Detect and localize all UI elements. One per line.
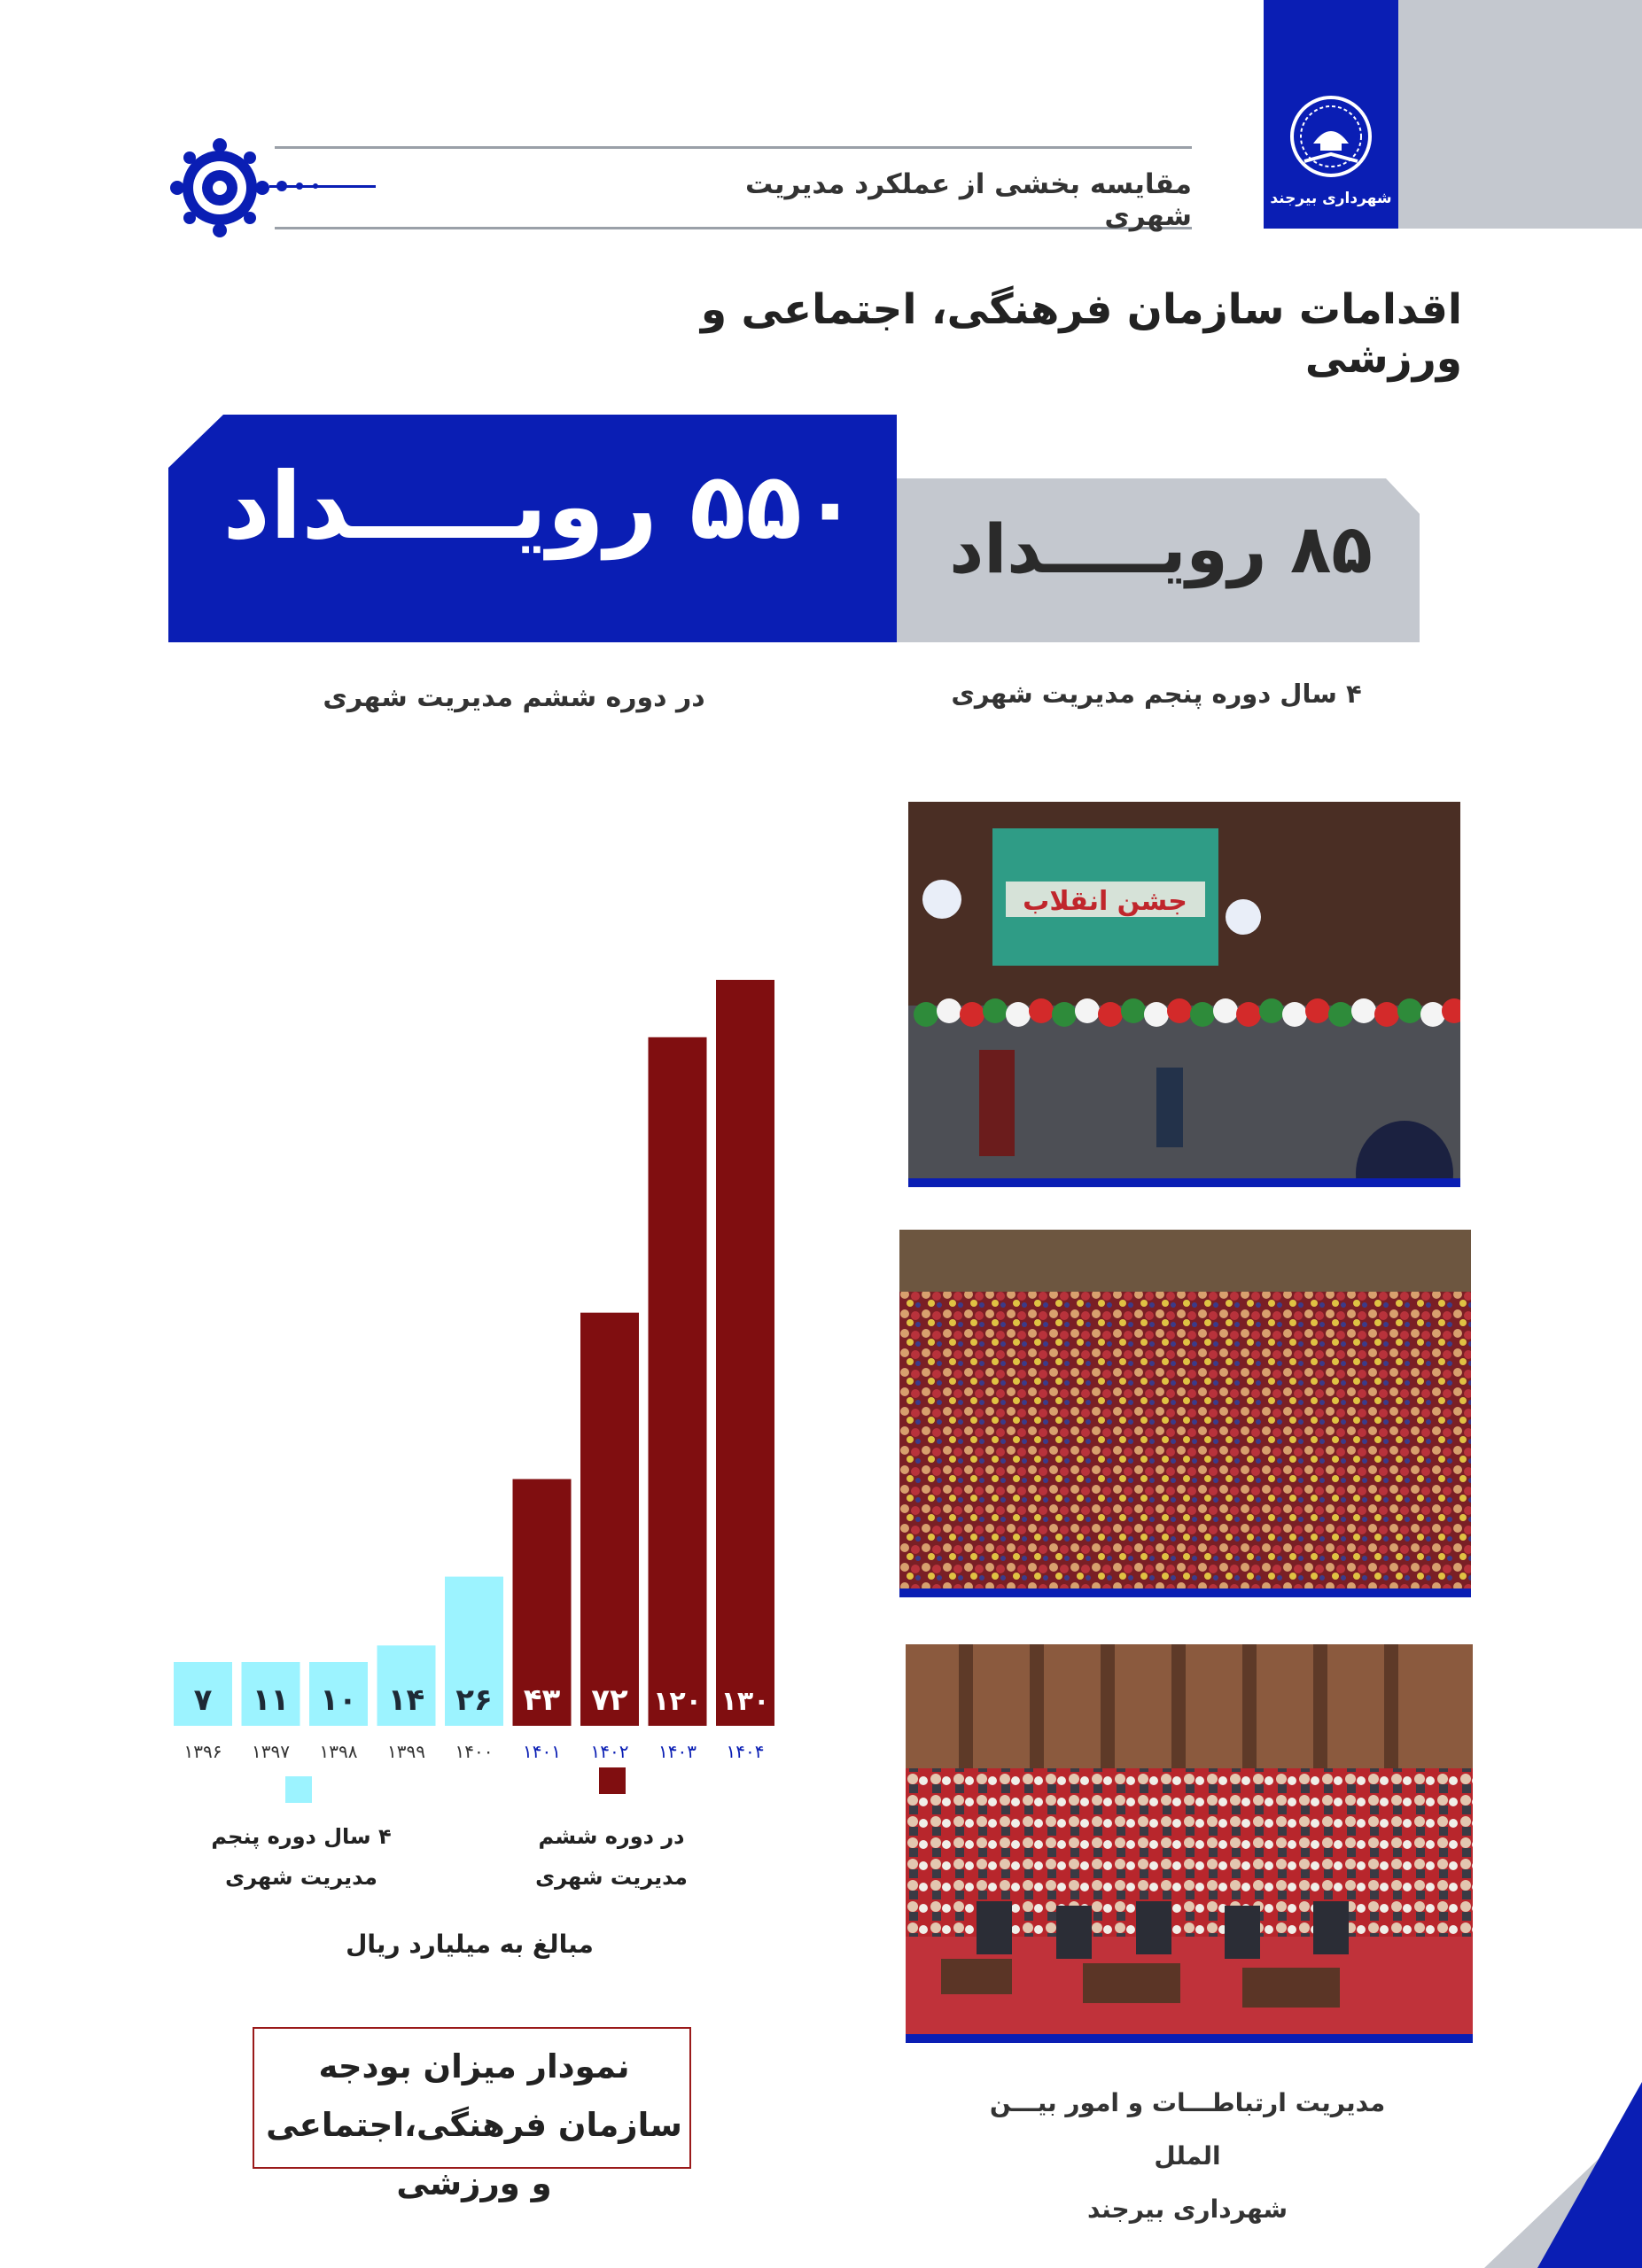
footer-line1: مدیریت ارتباطـــات و امور بیـــن الملل [989, 2088, 1386, 2171]
footer-credit [957, 2077, 1418, 2236]
fifth-period-count: ۸۵ رویـــــداد [949, 509, 1373, 588]
header-grey-block [1398, 0, 1642, 229]
x-tick-label-4: ۱۴۰۰ [455, 1741, 494, 1762]
corner-decoration [1382, 2082, 1642, 2268]
legend-swatch-sixth [599, 1767, 626, 1794]
main-title: اقدامات سازمان فرهنگی، اجتماعی و ورزشی [700, 285, 1462, 383]
ornament-icon [149, 133, 388, 239]
x-tick-label-6: ۱۴۰۲ [590, 1741, 629, 1762]
x-tick-label-8: ۱۴۰۴ [726, 1741, 765, 1762]
legend-label-sixth-line1: در دوره ششم [538, 1824, 685, 1849]
municipality-emblem-icon [1287, 92, 1375, 181]
legend-swatch-fifth [285, 1776, 312, 1803]
legend-label-fifth-line1: ۴ سال دوره پنجم [211, 1824, 392, 1849]
legend-label-fifth-line2: مدیریت شهری [225, 1865, 377, 1890]
bar-value-label-2: ۱۰ [320, 1682, 357, 1718]
photo-stage-event [908, 802, 1460, 1187]
footer-line2: شهرداری بیرجند [1086, 2194, 1288, 2224]
bar-value-label-3: ۱۴ [387, 1682, 425, 1718]
bar-7 [649, 1037, 707, 1726]
logo-text: شهرداری بیرجند [1270, 190, 1392, 207]
bar-8 [716, 980, 774, 1726]
photo-underline [908, 1178, 1460, 1187]
legend-label-fifth [195, 1816, 408, 1898]
photo-officials-seated [906, 1644, 1473, 2043]
x-tick-label-3: ۱۳۹۹ [387, 1741, 425, 1762]
sixth-period-count: ۵۵۰ رویـــــداد [222, 452, 859, 560]
bar-value-label-6: ۷۲ [591, 1682, 628, 1718]
bar-value-label-5: ۴۳ [523, 1682, 561, 1718]
bar-value-label-0: ۷ [193, 1682, 213, 1718]
x-tick-label-0: ۱۳۹۶ [183, 1741, 222, 1762]
photo-auditorium-crowd [899, 1230, 1471, 1597]
photo-underline [906, 2034, 1473, 2043]
bar-value-label-8: ۱۳۰ [720, 1686, 770, 1717]
sixth-period-caption: در دوره ششم مدیریت شهری [323, 682, 705, 713]
x-tick-label-2: ۱۳۹۸ [319, 1741, 358, 1762]
legend-label-sixth-line2: مدیریت شهری [535, 1865, 688, 1890]
bar-6 [580, 1313, 639, 1726]
stage-banner-text: جشن انقلاب [1023, 886, 1187, 917]
photo-underline [899, 1588, 1471, 1597]
x-tick-label-7: ۱۴۰۳ [658, 1741, 696, 1762]
chart-title: نمودار میزان بودجه سازمان فرهنگی،اجتماعی و ورزشی [266, 2047, 682, 2202]
bar-value-label-4: ۲۶ [455, 1682, 493, 1718]
x-tick-label-1: ۱۳۹۷ [252, 1741, 290, 1762]
x-tick-label-5: ۱۴۰۱ [523, 1741, 561, 1762]
fifth-period-caption: ۴ سال دوره پنجم مدیریت شهری [951, 679, 1362, 709]
budget-bar-chart [160, 921, 798, 1772]
header-title: مقایسه بخشی از عملکرد مدیریت شهری [745, 168, 1192, 232]
bar-value-label-1: ۱۱ [252, 1682, 290, 1718]
header-rule-top [275, 146, 1192, 149]
chart-unit-note: مبالغ به میلیارد ریال [346, 1930, 594, 1959]
legend-label-sixth [514, 1816, 709, 1898]
bar-value-label-7: ۱۲۰ [653, 1686, 702, 1717]
